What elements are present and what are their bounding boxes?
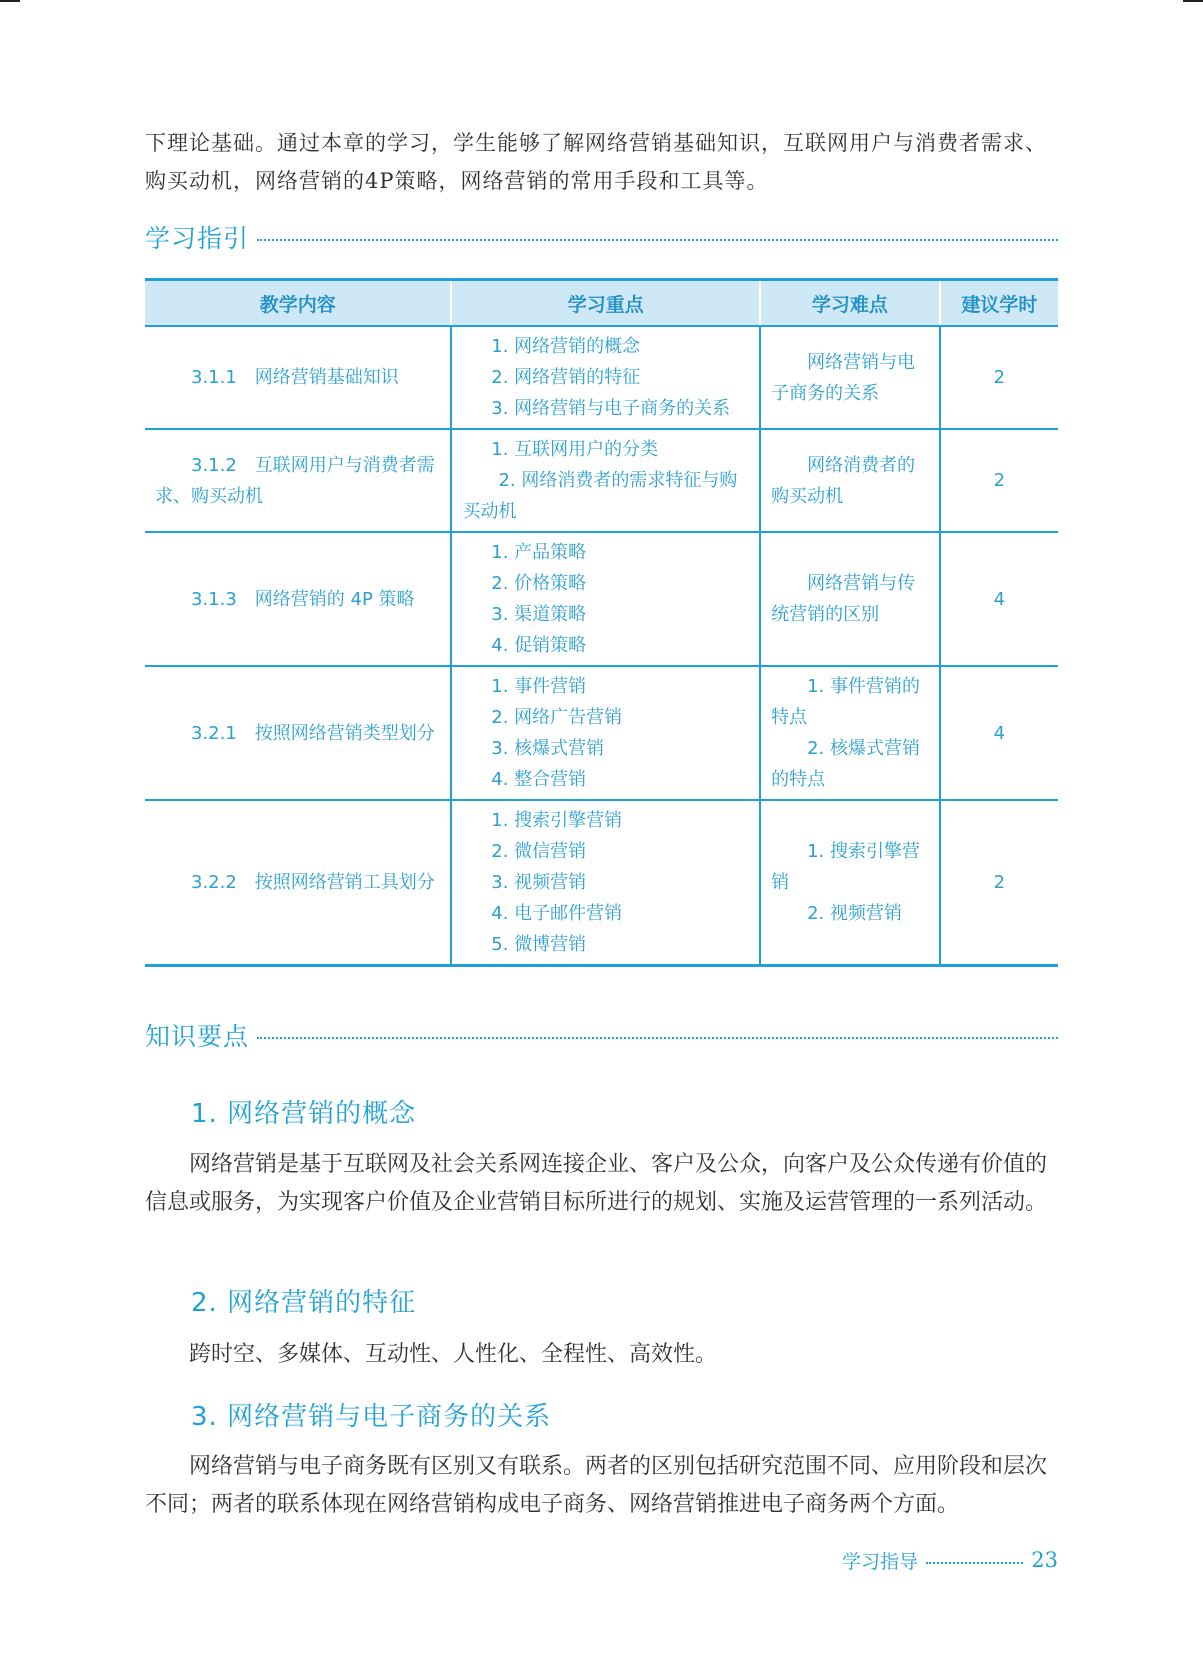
page-footer — [842, 1545, 1058, 1575]
row-difficulty — [760, 666, 940, 800]
row-content: 3.1.2 互联网用户与消费者需求、购买动机 — [145, 429, 451, 532]
row-key-points — [451, 532, 760, 666]
knowledge-body-1: 网络营销是基于互联网及社会关系网连接企业、客户及公众，向客户及公众传递有价值的信息或服务，为实现客户价值及企业营销目标所进行的规划、实施及运营管理的一系列活动。 — [145, 1152, 1048, 1215]
knowledge-body-2: 跨时空、多媒体、互动性、人性化、全程性、高效性。 — [189, 1342, 718, 1367]
knowledge-body-3: 网络营销与电子商务既有区别又有联系。两者的区别包括研究范围不同、应用阶段和层次不同；两者的联系体现在网络营销构成电子商务、网络营销推进电子商务两个方面。 — [145, 1454, 1048, 1517]
table-row — [145, 429, 1058, 532]
row-difficulty: 网络营销与电子商务的关系 — [760, 326, 940, 429]
list-item: 2. 核爆式营销的特点 — [771, 738, 920, 790]
row-content: 3.2.1 按照网络营销类型划分 — [145, 666, 451, 800]
list-item: 4. 整合营销 — [491, 769, 587, 790]
page-number: 23 — [1031, 1548, 1058, 1572]
list-item: 1. 搜索引擎营销 — [771, 841, 920, 893]
list-item: 1. 搜索引擎营销 — [491, 810, 623, 831]
list-item: 3. 网络营销与电子商务的关系 — [491, 398, 731, 419]
table-header-row — [145, 280, 1058, 327]
header-hours: 建议学时 — [940, 280, 1058, 327]
row-key-points — [451, 429, 760, 532]
list-item: 2. 价格策略 — [491, 573, 587, 594]
list-item: 1. 互联网用户的分类 — [491, 439, 659, 460]
list-item: 1. 事件营销的特点 — [771, 676, 920, 728]
crop-mark-right — [1183, 0, 1203, 2]
list-item: 3. 渠道策略 — [491, 604, 587, 625]
header-difficulty: 学习难点 — [760, 280, 940, 327]
list-item: 3. 视频营销 — [491, 872, 587, 893]
row-key-points — [451, 326, 760, 429]
header-content: 教学内容 — [145, 280, 451, 327]
row-key-points — [451, 800, 760, 966]
row-content: 3.1.1 网络营销基础知识 — [145, 326, 451, 429]
list-item: 2. 微信营销 — [491, 841, 587, 862]
list-item: 5. 微博营销 — [491, 934, 587, 955]
row-hours: 4 — [940, 532, 1058, 666]
study-guide-table — [145, 278, 1058, 967]
list-item: 4. 电子邮件营销 — [491, 903, 623, 924]
list-item: 2. 网络营销的特征 — [491, 367, 641, 388]
row-hours: 2 — [940, 800, 1058, 966]
header-key-points: 学习重点 — [451, 280, 760, 327]
row-hours: 2 — [940, 429, 1058, 532]
knowledge-heading-2: 2. 网络营销的特征 — [191, 1288, 417, 1318]
knowledge-section-header — [145, 1017, 1058, 1053]
table-row — [145, 326, 1058, 429]
list-item: 3. 核爆式营销 — [491, 738, 605, 759]
table-row — [145, 800, 1058, 966]
row-content: 3.1.3 网络营销的 4P 策略 — [145, 532, 451, 666]
row-content: 3.2.2 按照网络营销工具划分 — [145, 800, 451, 966]
dotted-rule — [926, 1562, 1023, 1564]
list-item: 2. 网络消费者的需求特征与购买动机 — [462, 470, 738, 522]
knowledge-heading-1: 1. 网络营销的概念 — [191, 1099, 417, 1129]
guide-section-title: 学习指引 — [145, 224, 250, 253]
knowledge-heading-3: 3. 网络营销与电子商务的关系 — [191, 1402, 552, 1432]
knowledge-section-title: 知识要点 — [145, 1022, 250, 1051]
list-item: 4. 促销策略 — [491, 635, 587, 656]
row-difficulty: 网络营销与传统营销的区别 — [760, 532, 940, 666]
table-row — [145, 532, 1058, 666]
row-difficulty — [760, 800, 940, 966]
row-hours: 2 — [940, 326, 1058, 429]
dotted-rule — [257, 1037, 1058, 1039]
list-item: 1. 事件营销 — [491, 676, 587, 697]
footer-label: 学习指导 — [842, 1550, 919, 1573]
row-hours: 4 — [940, 666, 1058, 800]
intro-paragraph: 下理论基础。通过本章的学习，学生能够了解网络营销基础知识，互联网用户与消费者需求、购买动机，网络营销的4P策略，网络营销的常用手段和工具等。 — [145, 131, 1047, 193]
table-row — [145, 666, 1058, 800]
row-key-points — [451, 666, 760, 800]
list-item: 2. 视频营销 — [807, 903, 902, 924]
list-item: 1. 产品策略 — [491, 542, 587, 563]
crop-mark-left — [0, 0, 20, 2]
row-difficulty: 网络消费者的购买动机 — [760, 429, 940, 532]
list-item: 1. 网络营销的概念 — [491, 336, 641, 357]
list-item: 2. 网络广告营销 — [491, 707, 623, 728]
guide-section-header — [145, 219, 1058, 255]
dotted-rule — [257, 239, 1058, 241]
